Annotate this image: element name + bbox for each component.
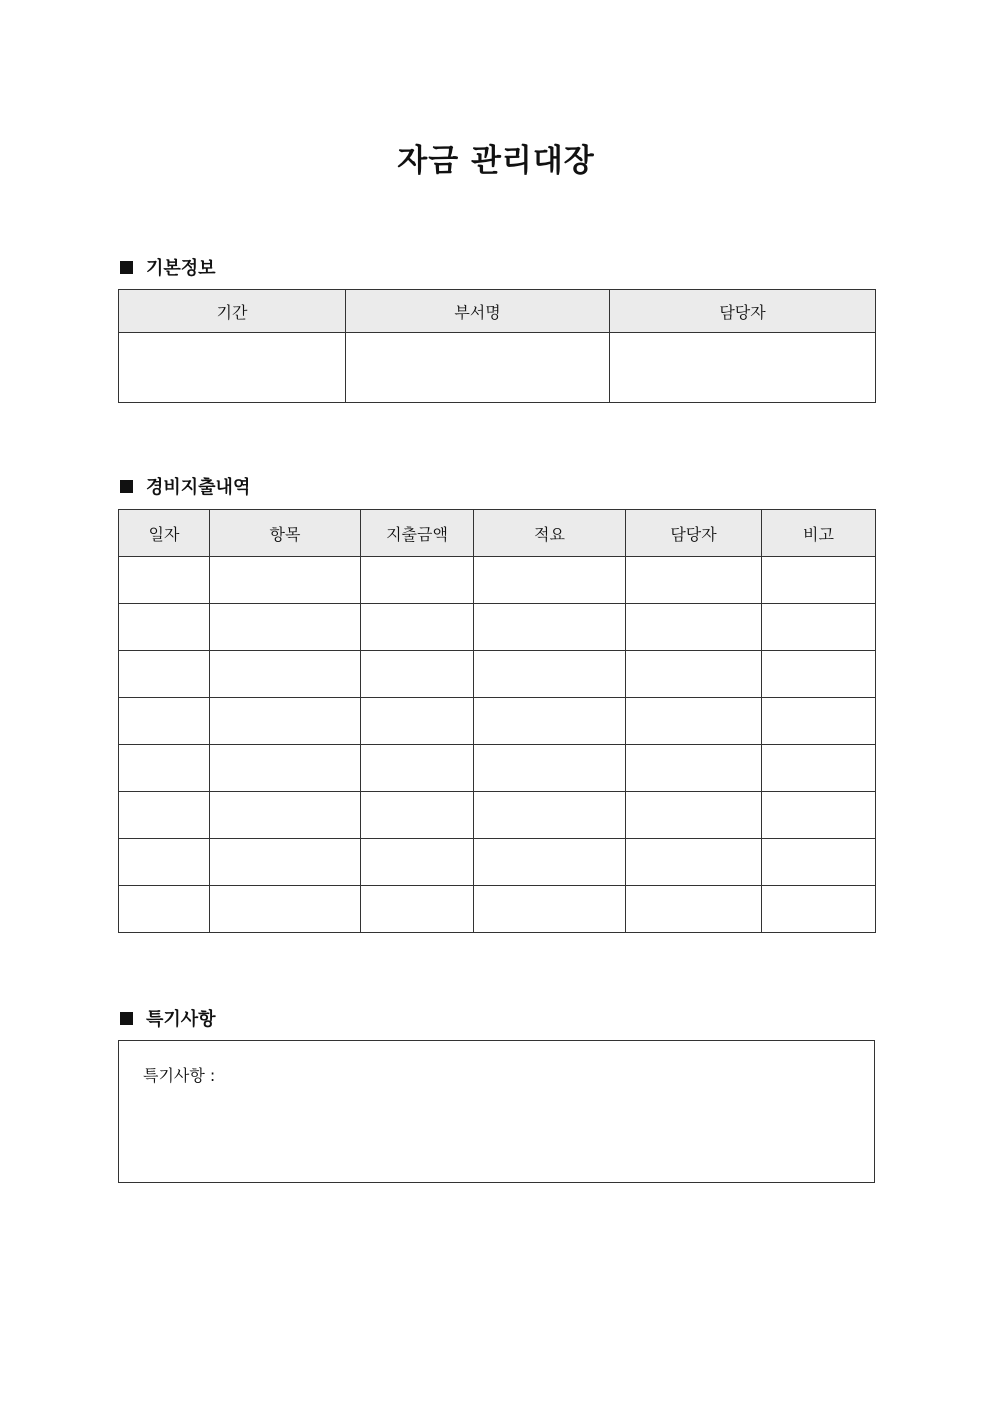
header-item: 항목 [210, 510, 361, 557]
amount-cell[interactable] [361, 557, 474, 604]
notes-box[interactable] [118, 1040, 875, 1183]
date-cell[interactable] [119, 839, 210, 886]
table-row [119, 886, 876, 933]
item-cell[interactable] [210, 557, 361, 604]
manager-cell[interactable] [626, 839, 762, 886]
date-cell[interactable] [119, 886, 210, 933]
notes-label: 특기사항 : [143, 1066, 216, 1085]
remarks-cell[interactable] [762, 604, 876, 651]
date-cell[interactable] [119, 604, 210, 651]
item-cell[interactable] [210, 839, 361, 886]
item-cell[interactable] [210, 604, 361, 651]
manager-cell[interactable] [626, 557, 762, 604]
period-cell[interactable] [119, 333, 346, 403]
remarks-cell[interactable] [762, 886, 876, 933]
date-cell[interactable] [119, 745, 210, 792]
item-cell[interactable] [210, 745, 361, 792]
square-bullet-icon [120, 1012, 133, 1025]
expenses-heading-text: 경비지출내역 [146, 477, 251, 498]
description-cell[interactable] [474, 604, 626, 651]
remarks-cell[interactable] [762, 698, 876, 745]
amount-cell[interactable] [361, 604, 474, 651]
basic-info-heading-text: 기본정보 [146, 258, 216, 279]
description-cell[interactable] [474, 792, 626, 839]
amount-cell[interactable] [361, 792, 474, 839]
document-title: 자금 관리대장 [397, 143, 595, 179]
manager-cell[interactable] [626, 745, 762, 792]
amount-cell[interactable] [361, 839, 474, 886]
item-cell[interactable] [210, 886, 361, 933]
amount-cell[interactable] [361, 745, 474, 792]
manager-cell[interactable] [626, 698, 762, 745]
header-period: 기간 [119, 290, 346, 333]
expenses-table [118, 509, 876, 933]
description-cell[interactable] [474, 698, 626, 745]
expenses-heading [120, 473, 250, 499]
date-cell[interactable] [119, 792, 210, 839]
header-manager: 담당자 [626, 510, 762, 557]
header-description: 적요 [474, 510, 626, 557]
date-cell[interactable] [119, 557, 210, 604]
description-cell[interactable] [474, 651, 626, 698]
basic-info-header-row [119, 290, 876, 333]
table-row [119, 651, 876, 698]
manager-cell[interactable] [610, 333, 876, 403]
manager-cell[interactable] [626, 651, 762, 698]
header-remarks: 비고 [762, 510, 876, 557]
header-amount: 지출금액 [361, 510, 474, 557]
manager-cell[interactable] [626, 792, 762, 839]
table-row [119, 745, 876, 792]
remarks-cell[interactable] [762, 792, 876, 839]
item-cell[interactable] [210, 698, 361, 745]
amount-cell[interactable] [361, 698, 474, 745]
remarks-cell[interactable] [762, 745, 876, 792]
square-bullet-icon [120, 480, 133, 493]
date-cell[interactable] [119, 651, 210, 698]
remarks-cell[interactable] [762, 651, 876, 698]
description-cell[interactable] [474, 839, 626, 886]
notes-heading-text: 특기사항 [146, 1009, 216, 1030]
basic-info-data-row [119, 333, 876, 403]
manager-cell[interactable] [626, 604, 762, 651]
department-cell[interactable] [346, 333, 610, 403]
description-cell[interactable] [474, 745, 626, 792]
date-cell[interactable] [119, 698, 210, 745]
table-row [119, 839, 876, 886]
remarks-cell[interactable] [762, 557, 876, 604]
description-cell[interactable] [474, 557, 626, 604]
remarks-cell[interactable] [762, 839, 876, 886]
table-row [119, 604, 876, 651]
item-cell[interactable] [210, 651, 361, 698]
description-cell[interactable] [474, 886, 626, 933]
table-row [119, 792, 876, 839]
header-date: 일자 [119, 510, 210, 557]
table-row [119, 557, 876, 604]
amount-cell[interactable] [361, 886, 474, 933]
item-cell[interactable] [210, 792, 361, 839]
expenses-header-row [119, 510, 876, 557]
manager-cell[interactable] [626, 886, 762, 933]
amount-cell[interactable] [361, 651, 474, 698]
square-bullet-icon [120, 261, 133, 274]
basic-info-table [118, 289, 876, 403]
header-manager: 담당자 [610, 290, 876, 333]
table-row [119, 698, 876, 745]
notes-heading [120, 1005, 216, 1031]
basic-info-heading [120, 254, 216, 280]
header-department: 부서명 [346, 290, 610, 333]
